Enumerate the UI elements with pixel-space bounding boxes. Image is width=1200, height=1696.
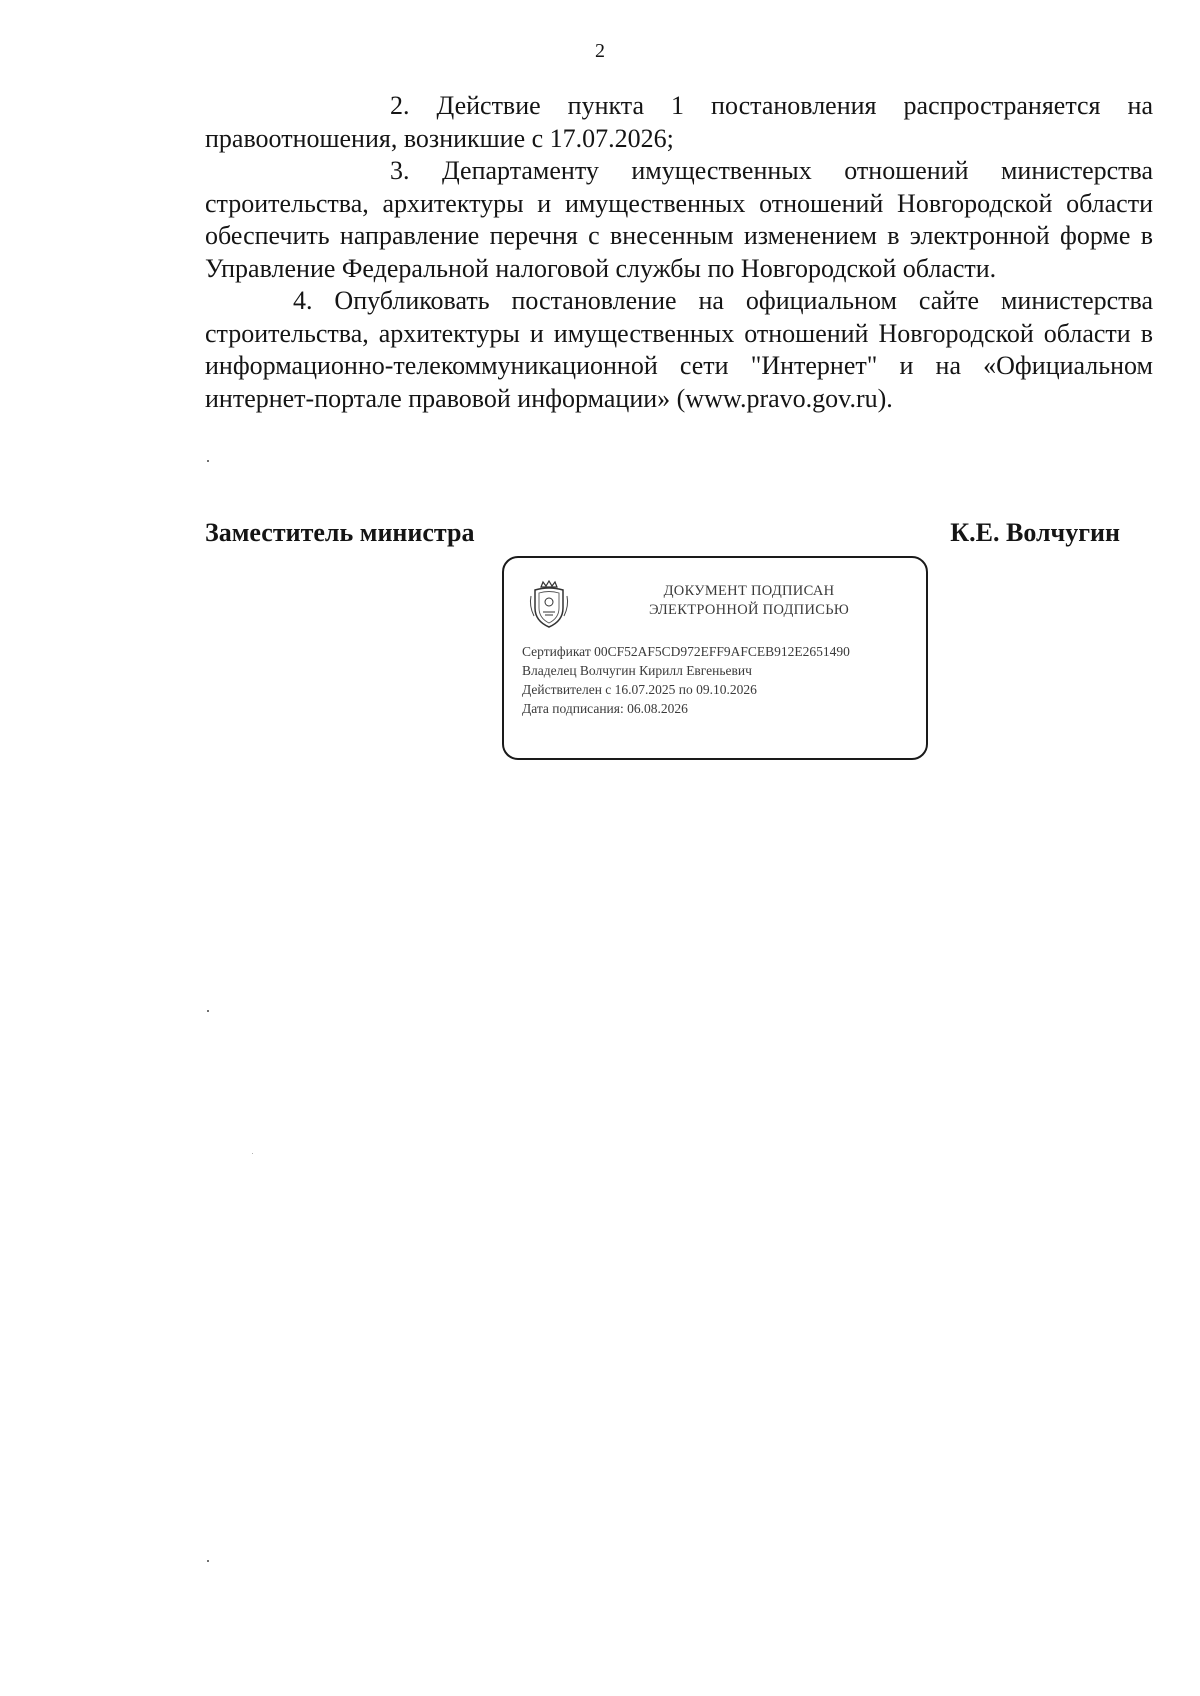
stamp-heading-line2: ЭЛЕКТРОННОЙ ПОДПИСЬЮ <box>648 602 850 618</box>
scan-dot <box>207 1010 209 1012</box>
paragraph-3: 3. Департаменту имущественных отношений министерства строительства, архитектуры и имущественных отношений Новгородской области обеспечить направление перечня с внесенным изменением в электронной форме в Управление Федеральной налоговой службы по Новгородской области. <box>205 156 1153 283</box>
scan-dot <box>207 1560 209 1562</box>
coat-of-arms-icon <box>526 578 572 630</box>
signatory-position: Заместитель министра <box>205 518 475 547</box>
paragraph-2: 2. Действие пункта 1 постановления распространяется на правоотношения, возникшие с 17.07.2026; <box>205 91 1153 153</box>
signature-block <box>205 518 1120 554</box>
certificate-number: Сертификат 00CF52AF5CD972EFF9AFCEB912E2651490 <box>522 644 850 659</box>
document-body <box>205 90 1153 415</box>
scan-dot <box>252 1153 253 1154</box>
paragraph-4: 4. Опубликовать постановление на официальном сайте министерства строительства, архитектуры и имущественных отношений Новгородской области в информационно-телекоммуникационной сети "Интернет" и на «Официальном интернет-портале правовой информации» (www.pravo.gov.ru). <box>205 286 1153 413</box>
electronic-signature-stamp <box>502 556 928 760</box>
certificate-owner: Владелец Волчугин Кирилл Евгеньевич <box>522 663 752 678</box>
page-number: 2 <box>595 40 605 62</box>
certificate-validity: Действителен с 16.07.2025 по 09.10.2026 <box>522 682 757 697</box>
signatory-name: К.Е. Волчугин <box>950 518 1120 547</box>
stamp-heading-line1: ДОКУМЕНТ ПОДПИСАН <box>663 583 835 599</box>
stamp-details <box>522 642 850 718</box>
signing-date: Дата подписания: 06.08.2026 <box>522 701 688 716</box>
scan-dot <box>207 460 209 462</box>
stamp-heading <box>614 582 884 620</box>
